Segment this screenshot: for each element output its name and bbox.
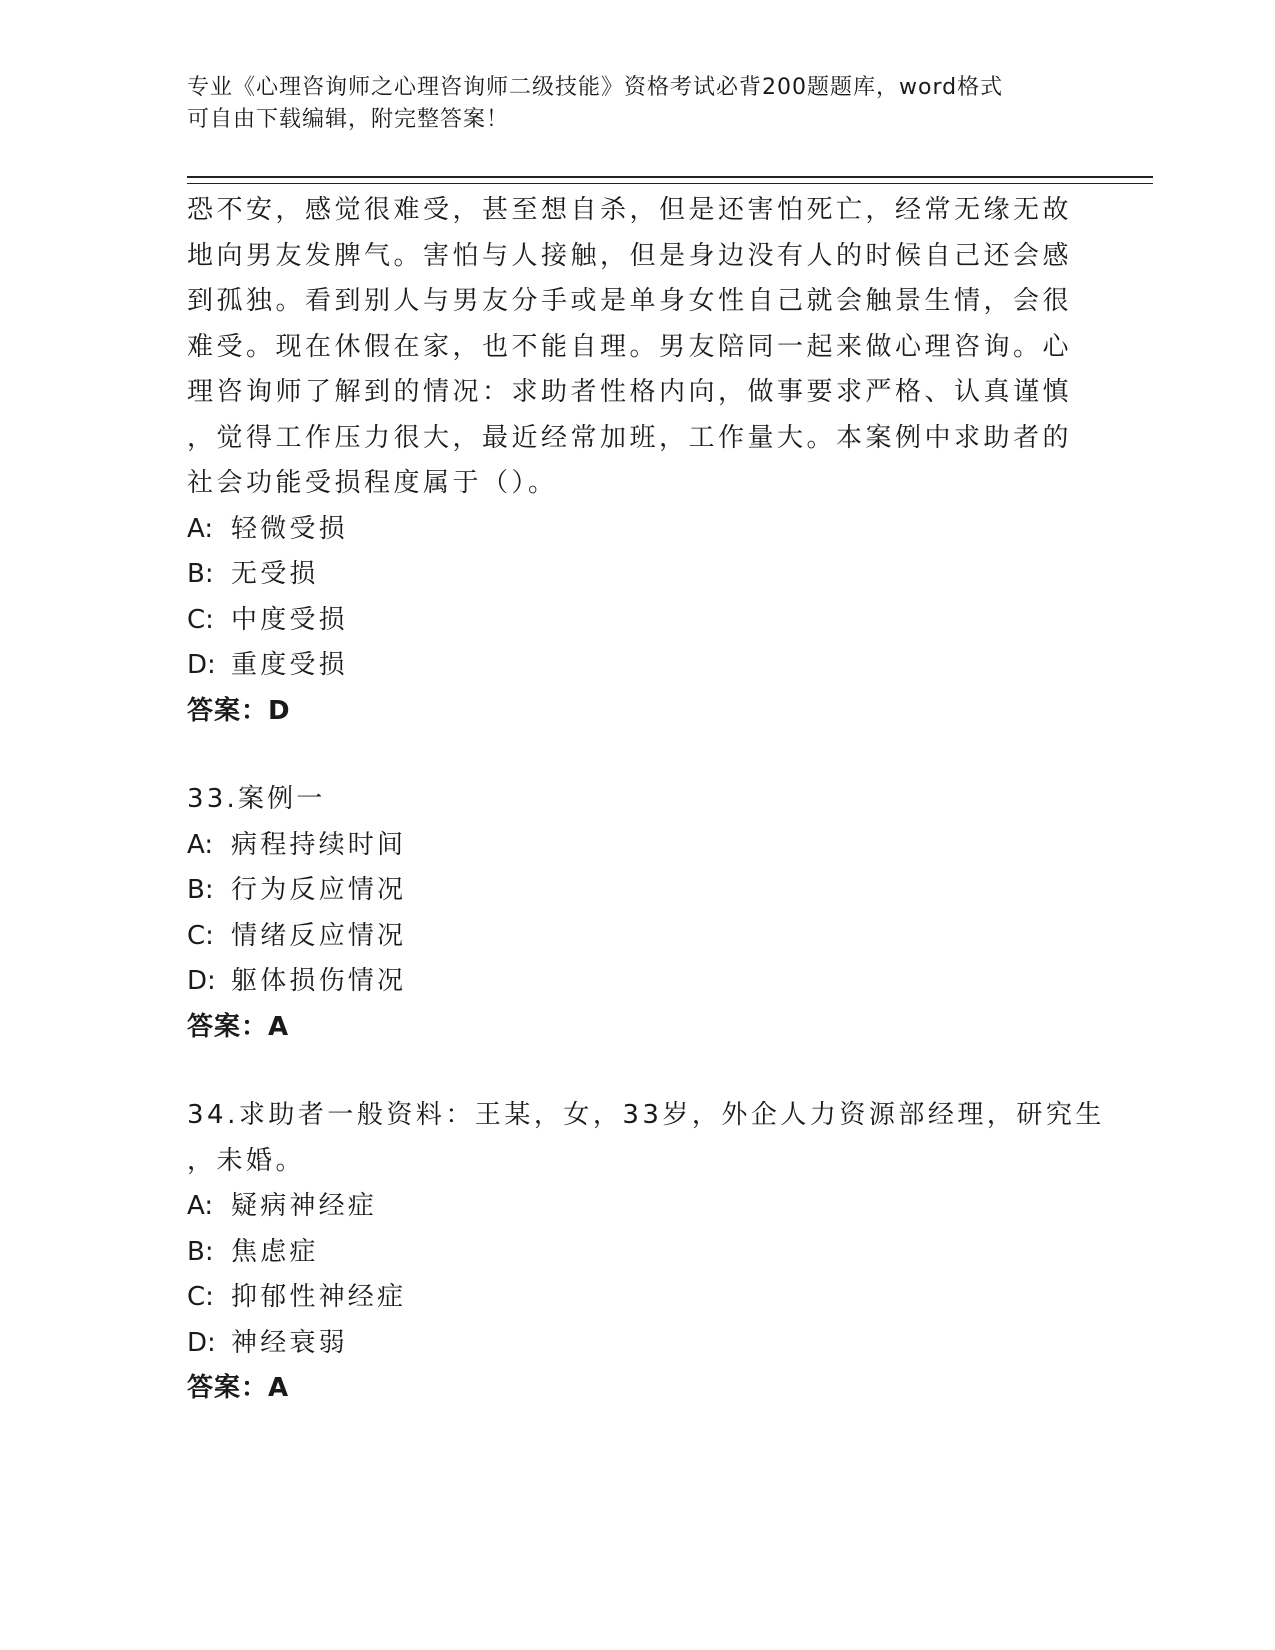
option-letter: C: xyxy=(187,604,214,635)
option-b xyxy=(187,868,1087,914)
answer: 答案：A xyxy=(187,1373,290,1403)
option-letter: A: xyxy=(187,829,214,860)
option-letter: B: xyxy=(187,559,214,589)
option-text: 情绪反应情况 xyxy=(231,920,407,951)
option-text: 重度受损 xyxy=(231,650,348,680)
option-letter: A: xyxy=(187,513,214,544)
header-line-1: 专业《心理咨询师之心理咨询师二级技能》资格考试必背200题题库，word格式 xyxy=(187,75,1004,100)
option-a xyxy=(187,507,1087,553)
question-stem xyxy=(187,1093,1105,1184)
option-text: 轻微受损 xyxy=(231,513,348,544)
answer: 答案：A xyxy=(187,1011,290,1042)
option-d xyxy=(187,643,1087,689)
spacer xyxy=(187,1050,1087,1093)
question-stem xyxy=(187,188,1087,507)
stem-line: ，觉得工作压力很大，最近经常加班，工作量大。本案例中求助者的 xyxy=(187,422,1073,453)
header-rule-thin xyxy=(187,183,1153,184)
question-stem: 33.案例一 xyxy=(187,784,326,814)
stem-line: 恐不安，感觉很难受，甚至想自杀，但是还害怕死亡，经常无缘无故 xyxy=(187,195,1073,225)
document-body xyxy=(187,188,1105,1412)
stem-line: 社会功能受损程度属于（）。 xyxy=(187,468,558,498)
option-letter: D: xyxy=(187,966,216,996)
question-33 xyxy=(187,777,1087,1050)
option-text: 疑病神经症 xyxy=(231,1191,378,1221)
page-header xyxy=(187,72,1087,136)
header-line-2: 可自由下载编辑，附完整答案！ xyxy=(187,107,510,132)
stem-line: 地向男友发脾气。害怕与人接触，但是身边没有人的时候自己还会感 xyxy=(187,240,1073,271)
option-letter: D: xyxy=(187,1327,216,1358)
option-text: 中度受损 xyxy=(231,604,348,635)
option-b xyxy=(187,1230,1087,1276)
stem-line: 难受。现在休假在家，也不能自理。男友陪同一起来做心理咨询。心 xyxy=(187,331,1073,362)
question-32 xyxy=(187,188,1087,734)
option-text: 躯体损伤情况 xyxy=(231,966,407,996)
option-c xyxy=(187,598,1087,644)
option-text: 焦虑症 xyxy=(231,1236,319,1267)
option-c xyxy=(187,1275,1087,1321)
stem-line: 到孤独。看到别人与男友分手或是单身女性自己就会触景生情，会很 xyxy=(187,286,1073,316)
option-text: 神经衰弱 xyxy=(231,1327,348,1358)
spacer xyxy=(187,734,1087,777)
option-a xyxy=(187,823,1087,869)
option-letter: A: xyxy=(187,1191,214,1221)
header-rule-thick xyxy=(187,176,1153,178)
option-c xyxy=(187,914,1087,960)
option-letter: B: xyxy=(187,1236,214,1267)
option-text: 病程持续时间 xyxy=(231,829,407,860)
option-d xyxy=(187,1321,1087,1367)
option-letter: C: xyxy=(187,920,214,951)
option-letter: C: xyxy=(187,1282,214,1312)
option-text: 无受损 xyxy=(231,559,319,589)
option-b xyxy=(187,552,1087,598)
option-d xyxy=(187,959,1087,1005)
answer: 答案：D xyxy=(187,695,291,726)
option-a xyxy=(187,1184,1087,1230)
stem-line: 理咨询师了解到的情况：求助者性格内向，做事要求严格、认真谨慎 xyxy=(187,377,1073,407)
question-34 xyxy=(187,1093,1105,1412)
stem-line: 34.求助者一般资料：王某，女，33岁，外企人力资源部经理，研究生 xyxy=(187,1100,1105,1130)
stem-line: ，未婚。 xyxy=(187,1145,306,1176)
option-text: 行为反应情况 xyxy=(231,875,407,905)
option-text: 抑郁性神经症 xyxy=(231,1282,407,1312)
option-letter: D: xyxy=(187,650,216,680)
option-letter: B: xyxy=(187,875,214,905)
